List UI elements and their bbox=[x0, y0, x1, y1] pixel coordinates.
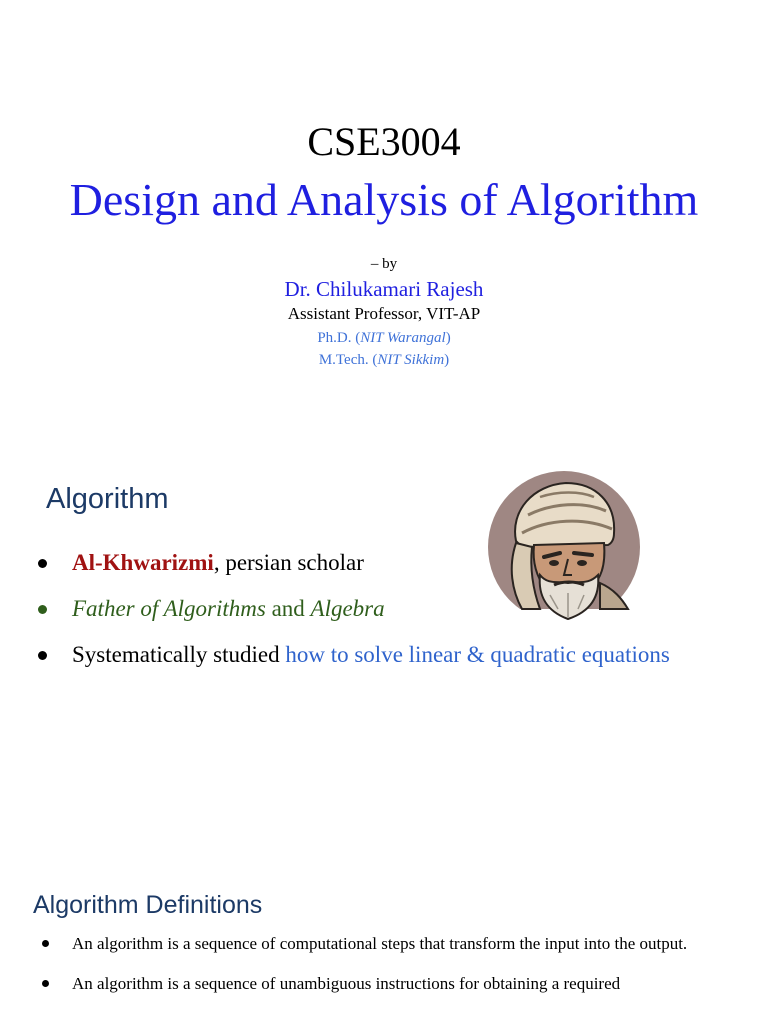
author-position: Assistant Professor, VIT-AP bbox=[287, 304, 481, 323]
bullet-icon bbox=[42, 940, 49, 947]
definitions-bullet-list bbox=[72, 930, 750, 1010]
scholar-description: , persian scholar bbox=[213, 550, 364, 575]
and-connector: and bbox=[265, 596, 311, 621]
al-khwarizmi-portrait-icon bbox=[488, 471, 640, 624]
mtech-institute: NIT Sikkim bbox=[377, 352, 445, 368]
phd-institute: NIT Warangal bbox=[360, 330, 446, 346]
phd-close: ) bbox=[445, 330, 451, 346]
author-name: Dr. Chilukamari Rajesh bbox=[284, 277, 484, 301]
course-title: Design and Analysis of Algorithm bbox=[69, 174, 699, 225]
definitions-heading: Algorithm Definitions bbox=[33, 891, 263, 919]
bullet-icon bbox=[42, 980, 49, 987]
mtech-close: ) bbox=[444, 352, 450, 368]
list-item bbox=[72, 930, 750, 957]
bullet-icon bbox=[38, 605, 47, 614]
algorithm-heading: Algorithm bbox=[46, 483, 169, 515]
bullet-icon bbox=[38, 651, 47, 660]
by-line: – by bbox=[370, 256, 398, 272]
bullet-icon bbox=[38, 559, 47, 568]
mtech-credential bbox=[0, 350, 768, 370]
list-item bbox=[72, 637, 727, 672]
algebra: Algebra bbox=[310, 596, 385, 621]
definition-text: An algorithm is a sequence of computational steps that transform the input into the output. bbox=[72, 934, 688, 953]
definition-text: An algorithm is a sequence of unambiguous instructions for obtaining a required bbox=[72, 974, 621, 993]
course-code: CSE3004 bbox=[307, 119, 461, 164]
phd-prefix: Ph.D. ( bbox=[317, 330, 361, 346]
mtech-prefix: M.Tech. ( bbox=[318, 352, 378, 368]
equations-text: how to solve linear & quadratic equations bbox=[285, 642, 670, 667]
father-of-algorithms: Father of Algorithms bbox=[72, 596, 266, 621]
list-item bbox=[72, 970, 750, 997]
scholar-name: Al-Khwarizmi bbox=[72, 550, 214, 575]
phd-credential bbox=[0, 328, 768, 348]
studied-text: Systematically studied bbox=[72, 642, 286, 667]
